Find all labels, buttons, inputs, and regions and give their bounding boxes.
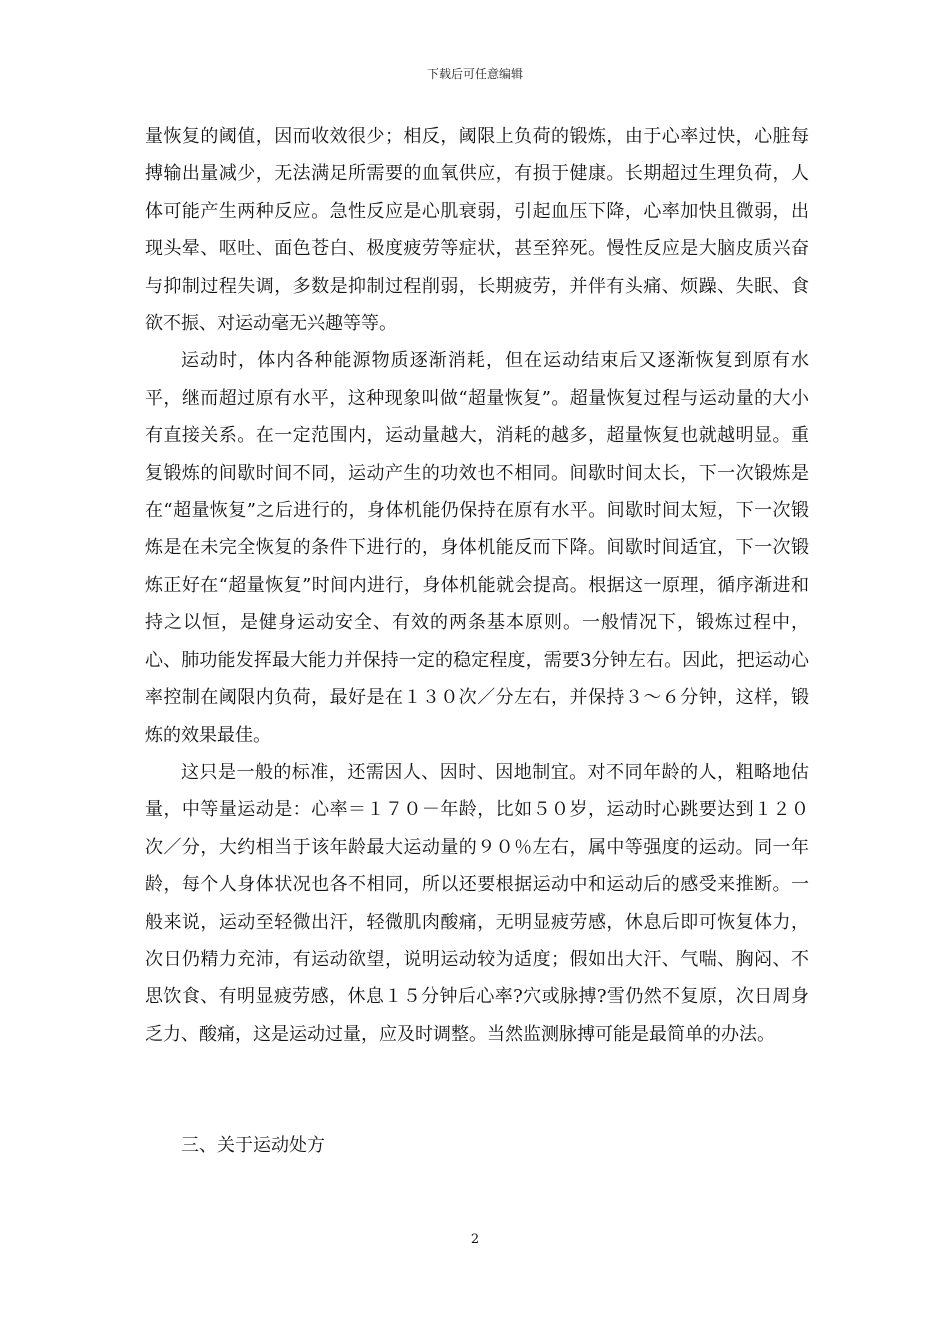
section-heading: 三、关于运动处方 (181, 1135, 325, 1156)
paragraph-3: 这只是一般的标准，还需因人、因时、因地制宜。对不同年龄的人，粗略地估量，中等量运动是：心率＝１７０－年龄，比如５０岁，运动时心跳要达到１２０次／分，大约相当于该年龄最大运动量的９０％左右，属中等强度的运动。同一年龄，每个人身体状况也各不相同，所以还要根据运动中和运动后的感受来推断。一般来说，运动至轻微出汗，轻微肌肉酸痛，无明显疲劳感，休息后即可恢复体力，次日仍精力充沛，有运动欲望，说明运动较为适度；假如出大汗、气喘、胸闷、不思饮食、有明显疲劳感，休息１５分钟后心率?穴或脉搏?雪仍然不复原，次日周身乏力、酸痛，这是运动过量，应及时调整。当然监测脉搏可能是最简单的办法。 (145, 761, 809, 1045)
paragraph-2: 运动时，体内各种能源物质逐渐消耗，但在运动结束后又逐渐恢复到原有水平，继而超过原有水平，这种现象叫做“超量恢复”。超量恢复过程与运动量的大小有直接关系。在一定范围内，运动量越大，消耗的越多，超量恢复也就越明显。重复锻炼的间歇时间不同，运动产生的功效也不相同。间歇时间太长，下一次锻炼是在“超量恢复”之后进行的，身体机能仍保持在原有水平。间歇时间太短，下一次锻炼是在未完全恢复的条件下进行的，身体机能反而下降。间歇时间适宜，下一次锻炼正好在“超量恢复”时间内进行，身体机能就会提高。根据这一原理，循序渐进和持之以恒，是健身运动安全、有效的两条基本原则。一般情况下，锻炼过程中，心、肺功能发挥最大能力并保持一定的稳定程度，需要3分钟左右。因此，把运动心率控制在阈限内负荷，最好是在１３０次／分左右，并保持３～６分钟，这样，锻炼的效果最佳。 (145, 350, 809, 746)
document-body (145, 118, 809, 1053)
page-number: 2 (470, 1232, 480, 1247)
paragraph-1: 量恢复的阈值，因而收效很少；相反，阈限上负荷的锻炼，由于心率过快，心脏每搏输出量减少，无法满足所需要的血氧供应，有损于健康。长期超过生理负荷，人体可能产生两种反应。急性反应是心肌衰弱，引起血压下降，心率加快且微弱，出现头晕、呕吐、面色苍白、极度疲劳等症状，甚至猝死。慢性反应是大脑皮质兴奋与抑制过程失调，多数是抑制过程削弱，长期疲劳，并伴有头痛、烦躁、失眠、食欲不振、对运动毫无兴趣等等。 (145, 126, 809, 335)
page-header: 下载后可任意编辑 (426, 67, 523, 81)
